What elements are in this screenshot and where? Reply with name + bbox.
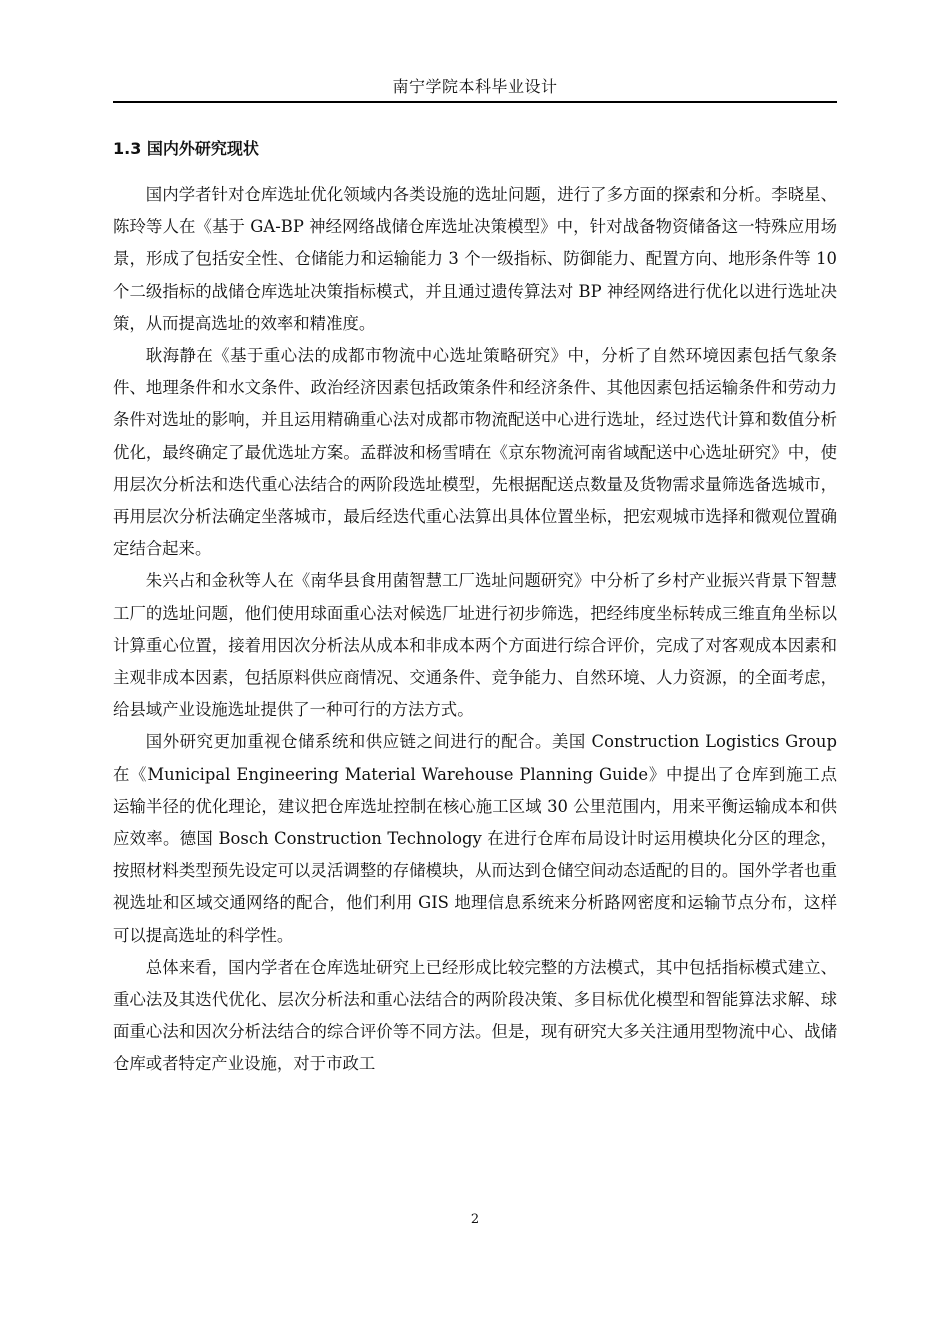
paragraph: 朱兴占和金秋等人在《南华县食用菌智慧工厂选址问题研究》中分析了乡村产业振兴背景下智慧工厂的选址问题，他们使用球面重心法对候选厂址进行初步筛选，把经纬度坐标转成三维直角坐标以计算重心位置，接着用因次分析法从成本和非成本两个方面进行综合评价，完成了对客观成本因素和主观非成本因素，包括原料供应商情况、交通条件、竞争能力、自然环境、人力资源，的全面考虑，给县域产业设施选址提供了一种可行的方法方式。 [113,571,837,720]
page-header: 南宁学院本科毕业设计 [392,77,558,96]
paragraph: 国外研究更加重视仓储系统和供应链之间进行的配合。美国 Construction Logistics Group 在《Municipal Engineering Material Warehouse Planning Guide》中提出了仓库到施工点运输半径的优化理论，建议把仓库选址控制在核心施工区域 30 公里范围内，用来平衡运输成本和供应效率。德国 Bosch Construction Technology 在进行仓库布局设计时运用模块化分区的理念，按照材料类型预先设定可以灵活调整的存储模块，从而达到仓储空间动态适配的目的。国外学者也重视选址和区域交通网络的配合，他们利用 GIS 地理信息系统来分析路网密度和运输节点分布，这样可以提高选址的科学性。 [113,732,837,945]
section-heading: 1.3 国内外研究现状 [113,139,259,158]
paragraph: 耿海静在《基于重心法的成都市物流中心选址策略研究》中，分析了自然环境因素包括气象条件、地理条件和水文条件、政治经济因素包括政策条件和经济条件、其他因素包括运输条件和劳动力条件对选址的影响，并且运用精确重心法对成都市物流配送中心进行选址，经过迭代计算和数值分析优化，最终确定了最优选址方案。孟群波和杨雪晴在《京东物流河南省域配送中心选址研究》中，使用层次分析法和迭代重心法结合的两阶段选址模型，先根据配送点数量及货物需求量筛选备选城市，再用层次分析法确定坐落城市，最后经迭代重心法算出具体位置坐标，把宏观城市选择和微观位置确定结合起来。 [113,346,837,559]
paragraph: 总体来看，国内学者在仓库选址研究上已经形成比较完整的方法模式，其中包括指标模式建立、重心法及其迭代优化、层次分析法和重心法结合的两阶段决策、多目标优化模型和智能算法求解、球面重心法和因次分析法结合的综合评价等不同方法。但是，现有研究大多关注通用型物流中心、战储仓库或者特定产业设施，对于市政工 [113,957,837,1074]
section-body [113,179,837,1081]
header-divider [113,101,837,103]
page-number: 2 [470,1212,480,1227]
paragraph: 国内学者针对仓库选址优化领域内各类设施的选址问题，进行了多方面的探索和分析。李晓星、陈玲等人在《基于 GA-BP 神经网络战储仓库选址决策模型》中，针对战备物资储备这一特殊应用场景，形成了包括安全性、仓储能力和运输能力 3 个一级指标、防御能力、配置方向、地形条件等 10 个二级指标的战储仓库选址决策指标模式，并且通过遗传算法对 BP 神经网络进行优化以进行选址决策，从而提高选址的效率和精准度。 [113,185,837,333]
